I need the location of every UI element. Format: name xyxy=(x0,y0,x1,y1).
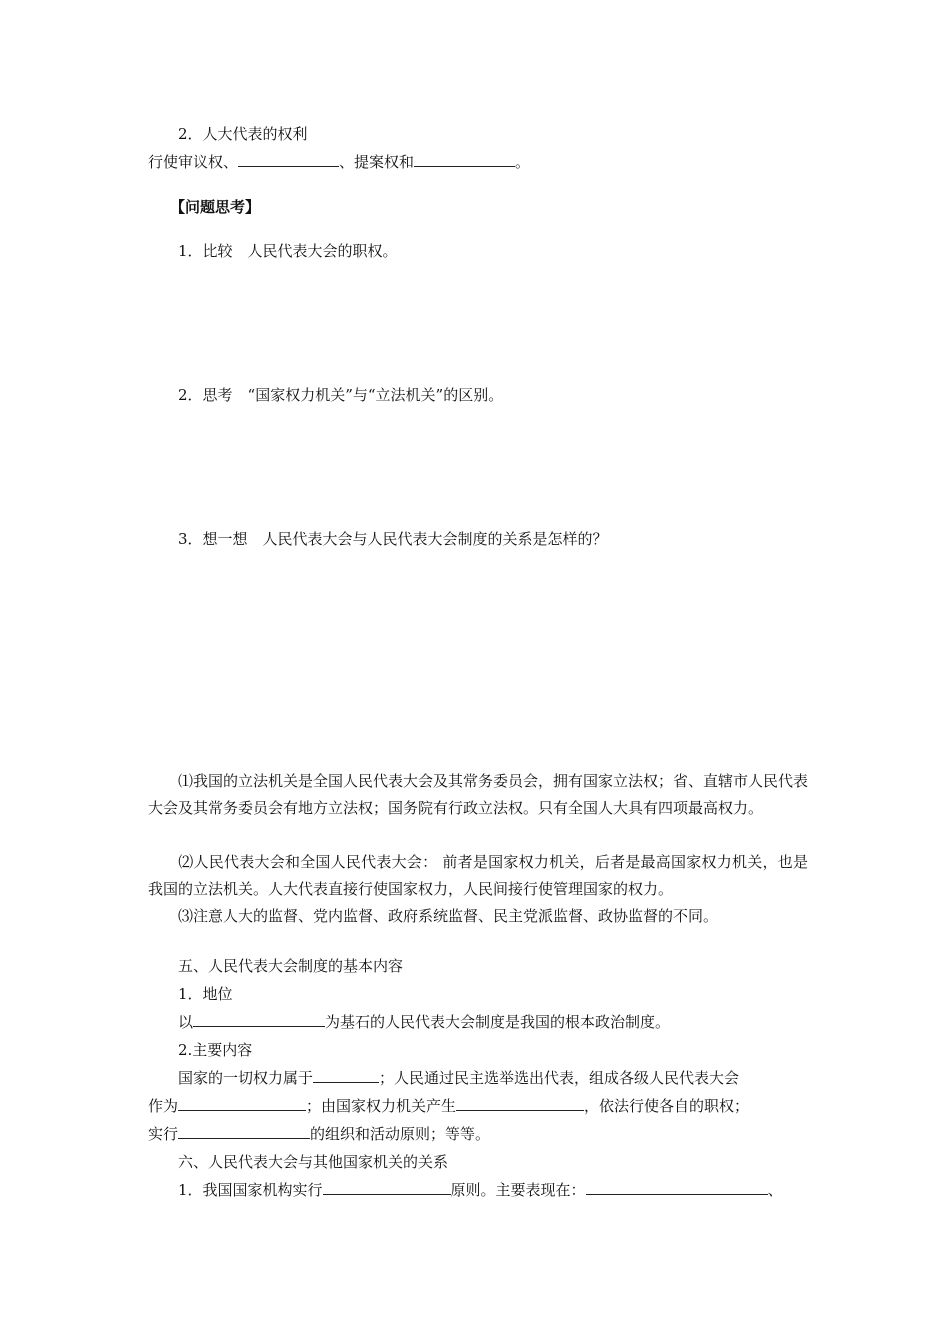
content-line-1 xyxy=(178,1067,739,1089)
fill-blank[interactable] xyxy=(178,1123,310,1139)
rights-prefix: 行使审议权、 xyxy=(148,153,239,171)
content-line-3 xyxy=(148,1123,490,1145)
relations-mid: 原则。主要表现在： xyxy=(450,1181,586,1199)
status-prefix: 以 xyxy=(178,1013,194,1031)
fill-blank[interactable] xyxy=(313,1067,379,1083)
rights-end: 。 xyxy=(515,153,531,171)
rights-fill-line xyxy=(148,151,530,173)
section-heading-rights: 2．人大代表的权利 xyxy=(178,125,308,143)
relations-end: 、 xyxy=(767,1181,783,1199)
status-fill-line xyxy=(178,1011,670,1033)
questions-header: 【问题思考】 xyxy=(170,198,261,216)
rights-mid: 、提案权和 xyxy=(339,153,415,171)
question-2: 2．思考 “国家权力机关”与“立法机关”的区别。 xyxy=(178,386,504,404)
note-2 xyxy=(148,849,808,903)
sub-heading-content: 2.主要内容 xyxy=(178,1041,253,1059)
content-1-suffix: ；人民通过民主选举选出代表，组成各级人民代表大会 xyxy=(379,1069,740,1087)
content-2-mid: ；由国家权力机关产生 xyxy=(306,1097,457,1115)
question-3: 3．想一想 人民代表大会与人民代表大会制度的关系是怎样的？ xyxy=(178,530,608,548)
note-3-text: ⑶注意人大的监督、党内监督、政府系统监督、民主党派监督、政协监督的不同。 xyxy=(178,907,719,925)
fill-blank[interactable] xyxy=(456,1095,584,1111)
note-2-text: ⑵人民代表大会和全国人民代表大会： 前者是国家权力机关，后者是最高国家权力机关，也是我国的立法机关。人大代表直接行使国家权力，人民间接行使管理国家的权力。 xyxy=(148,853,808,898)
question-1: 1．比较 人民代表大会的职权。 xyxy=(178,242,398,260)
relations-fill-line xyxy=(178,1179,783,1201)
content-line-2 xyxy=(148,1095,749,1117)
content-3-prefix: 实行 xyxy=(148,1125,179,1143)
fill-blank[interactable] xyxy=(323,1179,451,1195)
fill-blank[interactable] xyxy=(193,1011,325,1027)
content-3-suffix: 的组织和活动原则；等等。 xyxy=(310,1125,491,1143)
section-heading-relations: 六、人民代表大会与其他国家机关的关系 xyxy=(178,1153,449,1171)
content-2-suffix: ，依法行使各自的职权； xyxy=(584,1097,750,1115)
relations-prefix: 1．我国国家机构实行 xyxy=(178,1181,323,1199)
fill-blank[interactable] xyxy=(178,1095,306,1111)
note-3 xyxy=(148,903,808,930)
fill-blank[interactable] xyxy=(586,1179,768,1195)
status-suffix: 为基石的人民代表大会制度是我国的根本政治制度。 xyxy=(325,1013,671,1031)
fill-blank[interactable] xyxy=(238,151,339,167)
note-1-text: ⑴我国的立法机关是全国人民代表大会及其常务委员会，拥有国家立法权；省、直辖市人民代表大会及其常务委员会有地方立法权；国务院有行政立法权。只有全国人大具有四项最高权力。 xyxy=(148,772,809,817)
section-heading-system: 五、人民代表大会制度的基本内容 xyxy=(178,957,404,975)
content-2-prefix: 作为 xyxy=(148,1097,179,1115)
note-1 xyxy=(148,768,808,849)
sub-heading-status: 1．地位 xyxy=(178,985,233,1003)
content-1-prefix: 国家的一切权力属于 xyxy=(178,1069,314,1087)
fill-blank[interactable] xyxy=(414,151,515,167)
